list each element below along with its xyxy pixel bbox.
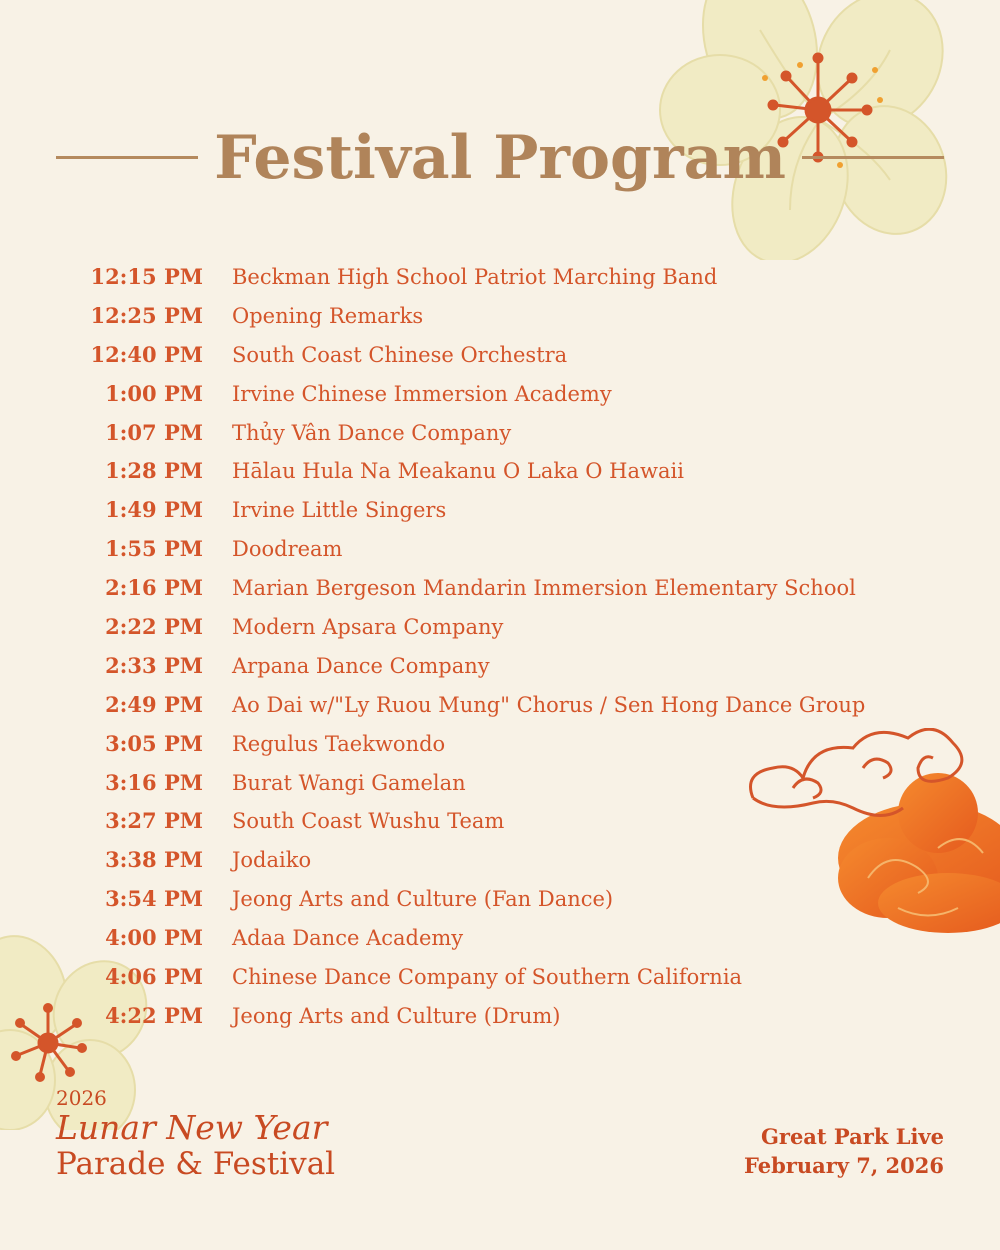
schedule-act: Adaa Dance Academy bbox=[232, 926, 464, 951]
schedule-act: Modern Apsara Company bbox=[232, 615, 504, 640]
schedule-time: 1:55 PM bbox=[105, 536, 203, 562]
title-area bbox=[0, 118, 1000, 198]
schedule-row bbox=[0, 647, 1000, 686]
schedule-act: Jodaiko bbox=[232, 848, 312, 873]
schedule-row bbox=[0, 880, 1000, 919]
schedule-time: 1:28 PM bbox=[105, 458, 203, 484]
schedule-row bbox=[0, 841, 1000, 880]
event-year: 2026 bbox=[56, 1086, 107, 1110]
schedule-act: Jeong Arts and Culture (Drum) bbox=[232, 1003, 561, 1028]
schedule-act: South Coast Wushu Team bbox=[232, 809, 505, 834]
schedule-row bbox=[0, 958, 1000, 997]
schedule-act: South Coast Chinese Orchestra bbox=[232, 342, 568, 367]
schedule-row bbox=[0, 336, 1000, 375]
schedule-time: 3:54 PM bbox=[105, 886, 203, 912]
schedule-time: 2:22 PM bbox=[105, 614, 203, 640]
event-name-line1: Lunar New Year bbox=[56, 1108, 328, 1147]
schedule-act: Hālau Hula Na Meakanu O Laka O Hawaii bbox=[232, 459, 684, 484]
schedule-list bbox=[0, 258, 1000, 1036]
schedule-act: Burat Wangi Gamelan bbox=[232, 770, 466, 795]
schedule-row bbox=[0, 530, 1000, 569]
schedule-time: 1:07 PM bbox=[105, 419, 203, 445]
schedule-row bbox=[0, 686, 1000, 725]
schedule-act: Chinese Dance Company of Southern California bbox=[232, 965, 743, 990]
schedule-time: 2:16 PM bbox=[105, 575, 203, 601]
schedule-act: Doodream bbox=[232, 537, 343, 562]
event-details bbox=[744, 1122, 944, 1180]
schedule-time: 4:00 PM bbox=[105, 925, 203, 951]
schedule-time: 2:49 PM bbox=[105, 691, 203, 717]
schedule-act: Irvine Little Singers bbox=[232, 498, 447, 523]
schedule-row bbox=[0, 491, 1000, 530]
schedule-time: 1:00 PM bbox=[105, 380, 203, 406]
event-date: February 7, 2026 bbox=[743, 1153, 944, 1178]
schedule-row bbox=[0, 569, 1000, 608]
schedule-act: Thủy Vân Dance Company bbox=[232, 420, 512, 445]
schedule-row bbox=[0, 608, 1000, 647]
schedule-time: 4:06 PM bbox=[105, 964, 203, 990]
title-divider-right bbox=[802, 156, 944, 159]
schedule-time: 12:25 PM bbox=[90, 302, 203, 328]
schedule-act: Marian Bergeson Mandarin Immersion Elementary School bbox=[232, 576, 856, 601]
schedule-row bbox=[0, 997, 1000, 1036]
page-title: Festival Program bbox=[214, 123, 786, 193]
schedule-act: Beckman High School Patriot Marching Band bbox=[232, 265, 718, 289]
event-logo bbox=[56, 1086, 335, 1182]
schedule-time: 4:22 PM bbox=[105, 1002, 203, 1028]
schedule-act: Ao Dai w/"Ly Ruou Mung" Chorus / Sen Hong Dance Group bbox=[232, 692, 866, 717]
event-name-line2: Parade & Festival bbox=[56, 1146, 336, 1182]
venue: Great Park Live bbox=[760, 1124, 944, 1149]
schedule-time: 3:05 PM bbox=[105, 730, 203, 756]
schedule-time: 1:49 PM bbox=[105, 497, 203, 523]
schedule-act: Arpana Dance Company bbox=[232, 653, 490, 678]
schedule-row bbox=[0, 297, 1000, 336]
schedule-act: Regulus Taekwondo bbox=[232, 731, 446, 756]
schedule-row bbox=[0, 802, 1000, 841]
schedule-time: 2:33 PM bbox=[105, 652, 203, 678]
schedule-time: 12:15 PM bbox=[90, 264, 203, 289]
schedule-time: 3:27 PM bbox=[105, 808, 203, 834]
schedule-time: 3:38 PM bbox=[105, 847, 203, 873]
schedule-row bbox=[0, 258, 1000, 297]
schedule-row bbox=[0, 919, 1000, 958]
schedule-act: Jeong Arts and Culture (Fan Dance) bbox=[232, 887, 614, 912]
schedule-row bbox=[0, 375, 1000, 414]
schedule-row bbox=[0, 452, 1000, 491]
schedule-act: Irvine Chinese Immersion Academy bbox=[232, 381, 612, 406]
schedule-time: 3:16 PM bbox=[105, 769, 203, 795]
schedule-row bbox=[0, 764, 1000, 803]
schedule-row bbox=[0, 414, 1000, 453]
schedule-row bbox=[0, 725, 1000, 764]
schedule-act: Opening Remarks bbox=[232, 303, 424, 328]
schedule-time: 12:40 PM bbox=[90, 341, 203, 367]
